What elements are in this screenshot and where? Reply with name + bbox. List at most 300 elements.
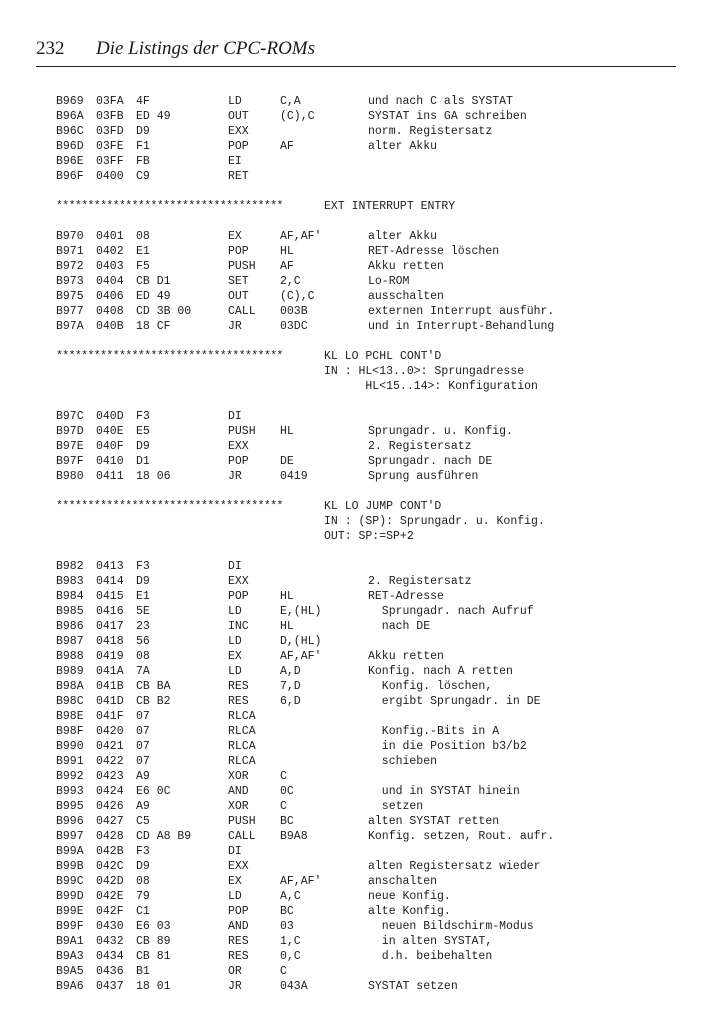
comment: alter Akku xyxy=(368,140,438,153)
mnemonic: LD xyxy=(228,665,242,678)
hex-bytes: 08 xyxy=(136,875,150,888)
hex-bytes: 4F xyxy=(136,95,150,108)
address: B96F xyxy=(56,170,84,183)
code-line xyxy=(56,859,656,874)
code-line xyxy=(56,94,656,109)
operand: AF xyxy=(280,260,294,273)
comment: 2. Registersatz xyxy=(368,440,472,453)
mnemonic: LD xyxy=(228,890,242,903)
hex-bytes: 79 xyxy=(136,890,150,903)
hex-bytes: C1 xyxy=(136,905,150,918)
mnemonic: LD xyxy=(228,635,242,648)
offset: 040E xyxy=(96,425,124,438)
hex-bytes: E1 xyxy=(136,245,150,258)
offset: 0424 xyxy=(96,785,124,798)
section-info-line xyxy=(56,529,656,544)
operand: A,D xyxy=(280,665,301,678)
address: B97F xyxy=(56,455,84,468)
separator-stars: ************************************ xyxy=(56,500,283,513)
code-line xyxy=(56,844,656,859)
offset: 0432 xyxy=(96,935,124,948)
offset: 040F xyxy=(96,440,124,453)
mnemonic: PUSH xyxy=(228,425,256,438)
address: B983 xyxy=(56,575,84,588)
comment: Konfig. löschen, xyxy=(368,680,493,693)
address: B9A5 xyxy=(56,965,84,978)
address: B996 xyxy=(56,815,84,828)
hex-bytes: 18 06 xyxy=(136,470,171,483)
code-line xyxy=(56,589,656,604)
assembly-listing xyxy=(56,94,656,994)
address: B980 xyxy=(56,470,84,483)
comment: RET-Adresse löschen xyxy=(368,245,500,258)
mnemonic: CALL xyxy=(228,830,256,843)
operand: HL xyxy=(280,620,294,633)
section-title: KL LO PCHL CONT'D xyxy=(324,350,442,363)
offset: 0403 xyxy=(96,260,124,273)
mnemonic: SET xyxy=(228,275,249,288)
hex-bytes: 23 xyxy=(136,620,150,633)
offset: 041A xyxy=(96,665,124,678)
operand: D,(HL) xyxy=(280,635,322,648)
hex-bytes: FB xyxy=(136,155,150,168)
mnemonic: DI xyxy=(228,410,242,423)
offset: 03FD xyxy=(96,125,124,138)
code-line xyxy=(56,679,656,694)
hex-bytes: 07 xyxy=(136,740,150,753)
comment: in die Position b3/b2 xyxy=(368,740,527,753)
comment: neuen Bildschirm-Modus xyxy=(368,920,534,933)
address: B97E xyxy=(56,440,84,453)
mnemonic: LD xyxy=(228,605,242,618)
mnemonic: JR xyxy=(228,980,242,993)
address: B986 xyxy=(56,620,84,633)
mnemonic: RET xyxy=(228,170,249,183)
blank-line xyxy=(56,394,656,409)
operand: 043A xyxy=(280,980,308,993)
operand: 0,C xyxy=(280,950,301,963)
comment: Sprungadr. u. Konfig. xyxy=(368,425,513,438)
address: B990 xyxy=(56,740,84,753)
address: B99F xyxy=(56,920,84,933)
comment: alten SYSTAT retten xyxy=(368,815,500,828)
code-line xyxy=(56,634,656,649)
operand: 003B xyxy=(280,305,308,318)
page-title: Die Listings der CPC-ROMs xyxy=(96,38,316,59)
code-line xyxy=(56,304,656,319)
offset: 0414 xyxy=(96,575,124,588)
mnemonic: OR xyxy=(228,965,242,978)
offset: 0419 xyxy=(96,650,124,663)
hex-bytes: F5 xyxy=(136,260,150,273)
comment: Akku retten xyxy=(368,260,444,273)
comment: externen Interrupt ausführ. xyxy=(368,305,555,318)
code-line xyxy=(56,439,656,454)
code-line xyxy=(56,229,656,244)
address: B987 xyxy=(56,635,84,648)
address: B984 xyxy=(56,590,84,603)
offset: 042C xyxy=(96,860,124,873)
comment: Akku retten xyxy=(368,650,444,663)
section-header xyxy=(56,499,656,514)
section-title: KL LO JUMP CONT'D xyxy=(324,500,442,513)
comment: Konfig.-Bits in A xyxy=(368,725,500,738)
operand: A,C xyxy=(280,890,301,903)
address: B99C xyxy=(56,875,84,888)
hex-bytes: F3 xyxy=(136,845,150,858)
hex-bytes: F3 xyxy=(136,560,150,573)
separator-stars: ************************************ xyxy=(56,200,283,213)
comment: Lo-ROM xyxy=(368,275,410,288)
comment: d.h. beibehalten xyxy=(368,950,493,963)
operand: 1,C xyxy=(280,935,301,948)
offset: 0418 xyxy=(96,635,124,648)
mnemonic: EXX xyxy=(228,125,249,138)
comment: SYSTAT ins GA schreiben xyxy=(368,110,527,123)
operand: C xyxy=(280,770,287,783)
code-line xyxy=(56,709,656,724)
code-line xyxy=(56,769,656,784)
hex-bytes: 07 xyxy=(136,755,150,768)
operand: AF,AF' xyxy=(280,875,322,888)
address: B96C xyxy=(56,125,84,138)
code-line xyxy=(56,124,656,139)
offset: 040D xyxy=(96,410,124,423)
offset: 0427 xyxy=(96,815,124,828)
code-line xyxy=(56,619,656,634)
code-line xyxy=(56,649,656,664)
code-line xyxy=(56,604,656,619)
comment: norm. Registersatz xyxy=(368,125,493,138)
mnemonic: PUSH xyxy=(228,260,256,273)
operand: HL xyxy=(280,245,294,258)
section-title: EXT INTERRUPT ENTRY xyxy=(324,200,456,213)
address: B977 xyxy=(56,305,84,318)
comment: neue Konfig. xyxy=(368,890,451,903)
offset: 040B xyxy=(96,320,124,333)
hex-bytes: 18 01 xyxy=(136,980,171,993)
offset: 0423 xyxy=(96,770,124,783)
hex-bytes: 5E xyxy=(136,605,150,618)
offset: 041B xyxy=(96,680,124,693)
operand: 03 xyxy=(280,920,294,933)
hex-bytes: E1 xyxy=(136,590,150,603)
mnemonic: EXX xyxy=(228,575,249,588)
comment: alte Konfig. xyxy=(368,905,451,918)
comment: Konfig. nach A retten xyxy=(368,665,513,678)
offset: 0428 xyxy=(96,830,124,843)
offset: 042D xyxy=(96,875,124,888)
hex-bytes: ED 49 xyxy=(136,110,171,123)
comment: nach DE xyxy=(368,620,431,633)
hex-bytes: E6 0C xyxy=(136,785,171,798)
mnemonic: EXX xyxy=(228,440,249,453)
address: B988 xyxy=(56,650,84,663)
code-line xyxy=(56,664,656,679)
address: B991 xyxy=(56,755,84,768)
hex-bytes: CB BA xyxy=(136,680,171,693)
hex-bytes: E6 03 xyxy=(136,920,171,933)
offset: 042F xyxy=(96,905,124,918)
offset: 0436 xyxy=(96,965,124,978)
operand: BC xyxy=(280,905,294,918)
address: B975 xyxy=(56,290,84,303)
operand: 6,D xyxy=(280,695,301,708)
address: B992 xyxy=(56,770,84,783)
mnemonic: EXX xyxy=(228,860,249,873)
mnemonic: AND xyxy=(228,920,249,933)
offset: 0420 xyxy=(96,725,124,738)
hex-bytes: A9 xyxy=(136,770,150,783)
mnemonic: RLCA xyxy=(228,725,256,738)
hex-bytes: C9 xyxy=(136,170,150,183)
hex-bytes: B1 xyxy=(136,965,150,978)
address: B99A xyxy=(56,845,84,858)
address: B993 xyxy=(56,785,84,798)
code-line xyxy=(56,274,656,289)
comment: und in SYSTAT hinein xyxy=(368,785,520,798)
comment: anschalten xyxy=(368,875,438,888)
code-line xyxy=(56,259,656,274)
comment: Sprungadr. nach Aufruf xyxy=(368,605,534,618)
offset: 0422 xyxy=(96,755,124,768)
operand: BC xyxy=(280,815,294,828)
mnemonic: POP xyxy=(228,245,249,258)
offset: 042B xyxy=(96,845,124,858)
comment: setzen xyxy=(368,800,424,813)
offset: 0401 xyxy=(96,230,124,243)
hex-bytes: CB 89 xyxy=(136,935,171,948)
section-info-line xyxy=(56,364,656,379)
comment: alten Registersatz wieder xyxy=(368,860,541,873)
mnemonic: RLCA xyxy=(228,740,256,753)
code-line xyxy=(56,154,656,169)
offset: 03FF xyxy=(96,155,124,168)
code-line xyxy=(56,289,656,304)
operand: 0C xyxy=(280,785,294,798)
offset: 0421 xyxy=(96,740,124,753)
hex-bytes: D9 xyxy=(136,575,150,588)
comment: Sprungadr. nach DE xyxy=(368,455,493,468)
blank-line xyxy=(56,484,656,499)
mnemonic: POP xyxy=(228,455,249,468)
code-line xyxy=(56,319,656,334)
mnemonic: RES xyxy=(228,935,249,948)
comment: in alten SYSTAT, xyxy=(368,935,493,948)
operand: AF xyxy=(280,140,294,153)
code-line xyxy=(56,874,656,889)
address: B98A xyxy=(56,680,84,693)
offset: 0408 xyxy=(96,305,124,318)
address: B970 xyxy=(56,230,84,243)
mnemonic: POP xyxy=(228,140,249,153)
code-line xyxy=(56,694,656,709)
mnemonic: XOR xyxy=(228,770,249,783)
offset: 0404 xyxy=(96,275,124,288)
code-line xyxy=(56,109,656,124)
hex-bytes: CD 3B 00 xyxy=(136,305,192,318)
offset: 0416 xyxy=(96,605,124,618)
operand: 03DC xyxy=(280,320,308,333)
address: B997 xyxy=(56,830,84,843)
separator-stars: ************************************ xyxy=(56,350,283,363)
hex-bytes: 08 xyxy=(136,230,150,243)
offset: 041F xyxy=(96,710,124,723)
address: B98C xyxy=(56,695,84,708)
offset: 0417 xyxy=(96,620,124,633)
hex-bytes: A9 xyxy=(136,800,150,813)
address: B99E xyxy=(56,905,84,918)
section-info-line xyxy=(56,514,656,529)
mnemonic: DI xyxy=(228,560,242,573)
comment: ergibt Sprungadr. in DE xyxy=(368,695,541,708)
mnemonic: RES xyxy=(228,950,249,963)
address: B969 xyxy=(56,95,84,108)
mnemonic: CALL xyxy=(228,305,256,318)
page-header xyxy=(36,36,676,67)
address: B995 xyxy=(56,800,84,813)
hex-bytes: 07 xyxy=(136,710,150,723)
code-line xyxy=(56,949,656,964)
mnemonic: EX xyxy=(228,650,242,663)
offset: 0434 xyxy=(96,950,124,963)
code-line xyxy=(56,139,656,154)
hex-bytes: CB B2 xyxy=(136,695,171,708)
code-line xyxy=(56,814,656,829)
address: B972 xyxy=(56,260,84,273)
operand: E,(HL) xyxy=(280,605,322,618)
hex-bytes: CD A8 B9 xyxy=(136,830,192,843)
hex-bytes: 08 xyxy=(136,650,150,663)
hex-bytes: D9 xyxy=(136,860,150,873)
mnemonic: EX xyxy=(228,875,242,888)
offset: 03FE xyxy=(96,140,124,153)
code-line xyxy=(56,934,656,949)
mnemonic: OUT xyxy=(228,290,249,303)
hex-bytes: D9 xyxy=(136,125,150,138)
offset: 0410 xyxy=(96,455,124,468)
section-header xyxy=(56,349,656,364)
mnemonic: JR xyxy=(228,320,242,333)
operand: C xyxy=(280,800,287,813)
address: B96E xyxy=(56,155,84,168)
mnemonic: RLCA xyxy=(228,755,256,768)
mnemonic: RLCA xyxy=(228,710,256,723)
operand: 2,C xyxy=(280,275,301,288)
blank-line xyxy=(56,214,656,229)
mnemonic: RES xyxy=(228,680,249,693)
mnemonic: PUSH xyxy=(228,815,256,828)
code-line xyxy=(56,799,656,814)
address: B982 xyxy=(56,560,84,573)
code-line xyxy=(56,829,656,844)
code-line xyxy=(56,754,656,769)
code-line xyxy=(56,739,656,754)
section-info: IN : (SP): Sprungadr. u. Konfig. xyxy=(324,515,545,528)
operand: C,A xyxy=(280,95,301,108)
offset: 03FB xyxy=(96,110,124,123)
offset: 0430 xyxy=(96,920,124,933)
address: B9A1 xyxy=(56,935,84,948)
comment: ausschalten xyxy=(368,290,444,303)
mnemonic: AND xyxy=(228,785,249,798)
code-line xyxy=(56,889,656,904)
offset: 0426 xyxy=(96,800,124,813)
code-line xyxy=(56,919,656,934)
code-line xyxy=(56,964,656,979)
mnemonic: RES xyxy=(228,695,249,708)
code-line xyxy=(56,424,656,439)
operand: C xyxy=(280,965,287,978)
operand: 7,D xyxy=(280,680,301,693)
address: B98E xyxy=(56,710,84,723)
offset: 0437 xyxy=(96,980,124,993)
comment: alter Akku xyxy=(368,230,438,243)
offset: 03FA xyxy=(96,95,124,108)
comment: schieben xyxy=(368,755,438,768)
hex-bytes: ED 49 xyxy=(136,290,171,303)
operand: HL xyxy=(280,425,294,438)
hex-bytes: F3 xyxy=(136,410,150,423)
page-number: 232 xyxy=(36,38,65,59)
offset: 0406 xyxy=(96,290,124,303)
mnemonic: LD xyxy=(228,95,242,108)
mnemonic: EX xyxy=(228,230,242,243)
section-header xyxy=(56,199,656,214)
code-line xyxy=(56,784,656,799)
address: B973 xyxy=(56,275,84,288)
address: B96A xyxy=(56,110,84,123)
offset: 0411 xyxy=(96,470,124,483)
code-line xyxy=(56,724,656,739)
section-info: OUT: SP:=SP+2 xyxy=(324,530,414,543)
mnemonic: JR xyxy=(228,470,242,483)
mnemonic: DI xyxy=(228,845,242,858)
address: B97D xyxy=(56,425,84,438)
hex-bytes: CB D1 xyxy=(136,275,171,288)
code-line xyxy=(56,244,656,259)
code-line xyxy=(56,574,656,589)
hex-bytes: E5 xyxy=(136,425,150,438)
hex-bytes: D9 xyxy=(136,440,150,453)
operand: HL xyxy=(280,590,294,603)
address: B97A xyxy=(56,320,84,333)
operand: (C),C xyxy=(280,110,315,123)
address: B985 xyxy=(56,605,84,618)
code-line xyxy=(56,904,656,919)
mnemonic: EI xyxy=(228,155,242,168)
comment: RET-Adresse xyxy=(368,590,444,603)
code-line xyxy=(56,469,656,484)
mnemonic: POP xyxy=(228,905,249,918)
offset: 0402 xyxy=(96,245,124,258)
address: B99D xyxy=(56,890,84,903)
blank-line xyxy=(56,334,656,349)
mnemonic: POP xyxy=(228,590,249,603)
comment: und in Interrupt-Behandlung xyxy=(368,320,555,333)
hex-bytes: C5 xyxy=(136,815,150,828)
offset: 0413 xyxy=(96,560,124,573)
comment: 2. Registersatz xyxy=(368,575,472,588)
address: B971 xyxy=(56,245,84,258)
operand: AF,AF' xyxy=(280,230,322,243)
address: B99B xyxy=(56,860,84,873)
code-line xyxy=(56,169,656,184)
code-line xyxy=(56,979,656,994)
section-info: IN : HL<13..0>: Sprungadresse xyxy=(324,365,525,378)
operand: 0419 xyxy=(280,470,308,483)
hex-bytes: 56 xyxy=(136,635,150,648)
